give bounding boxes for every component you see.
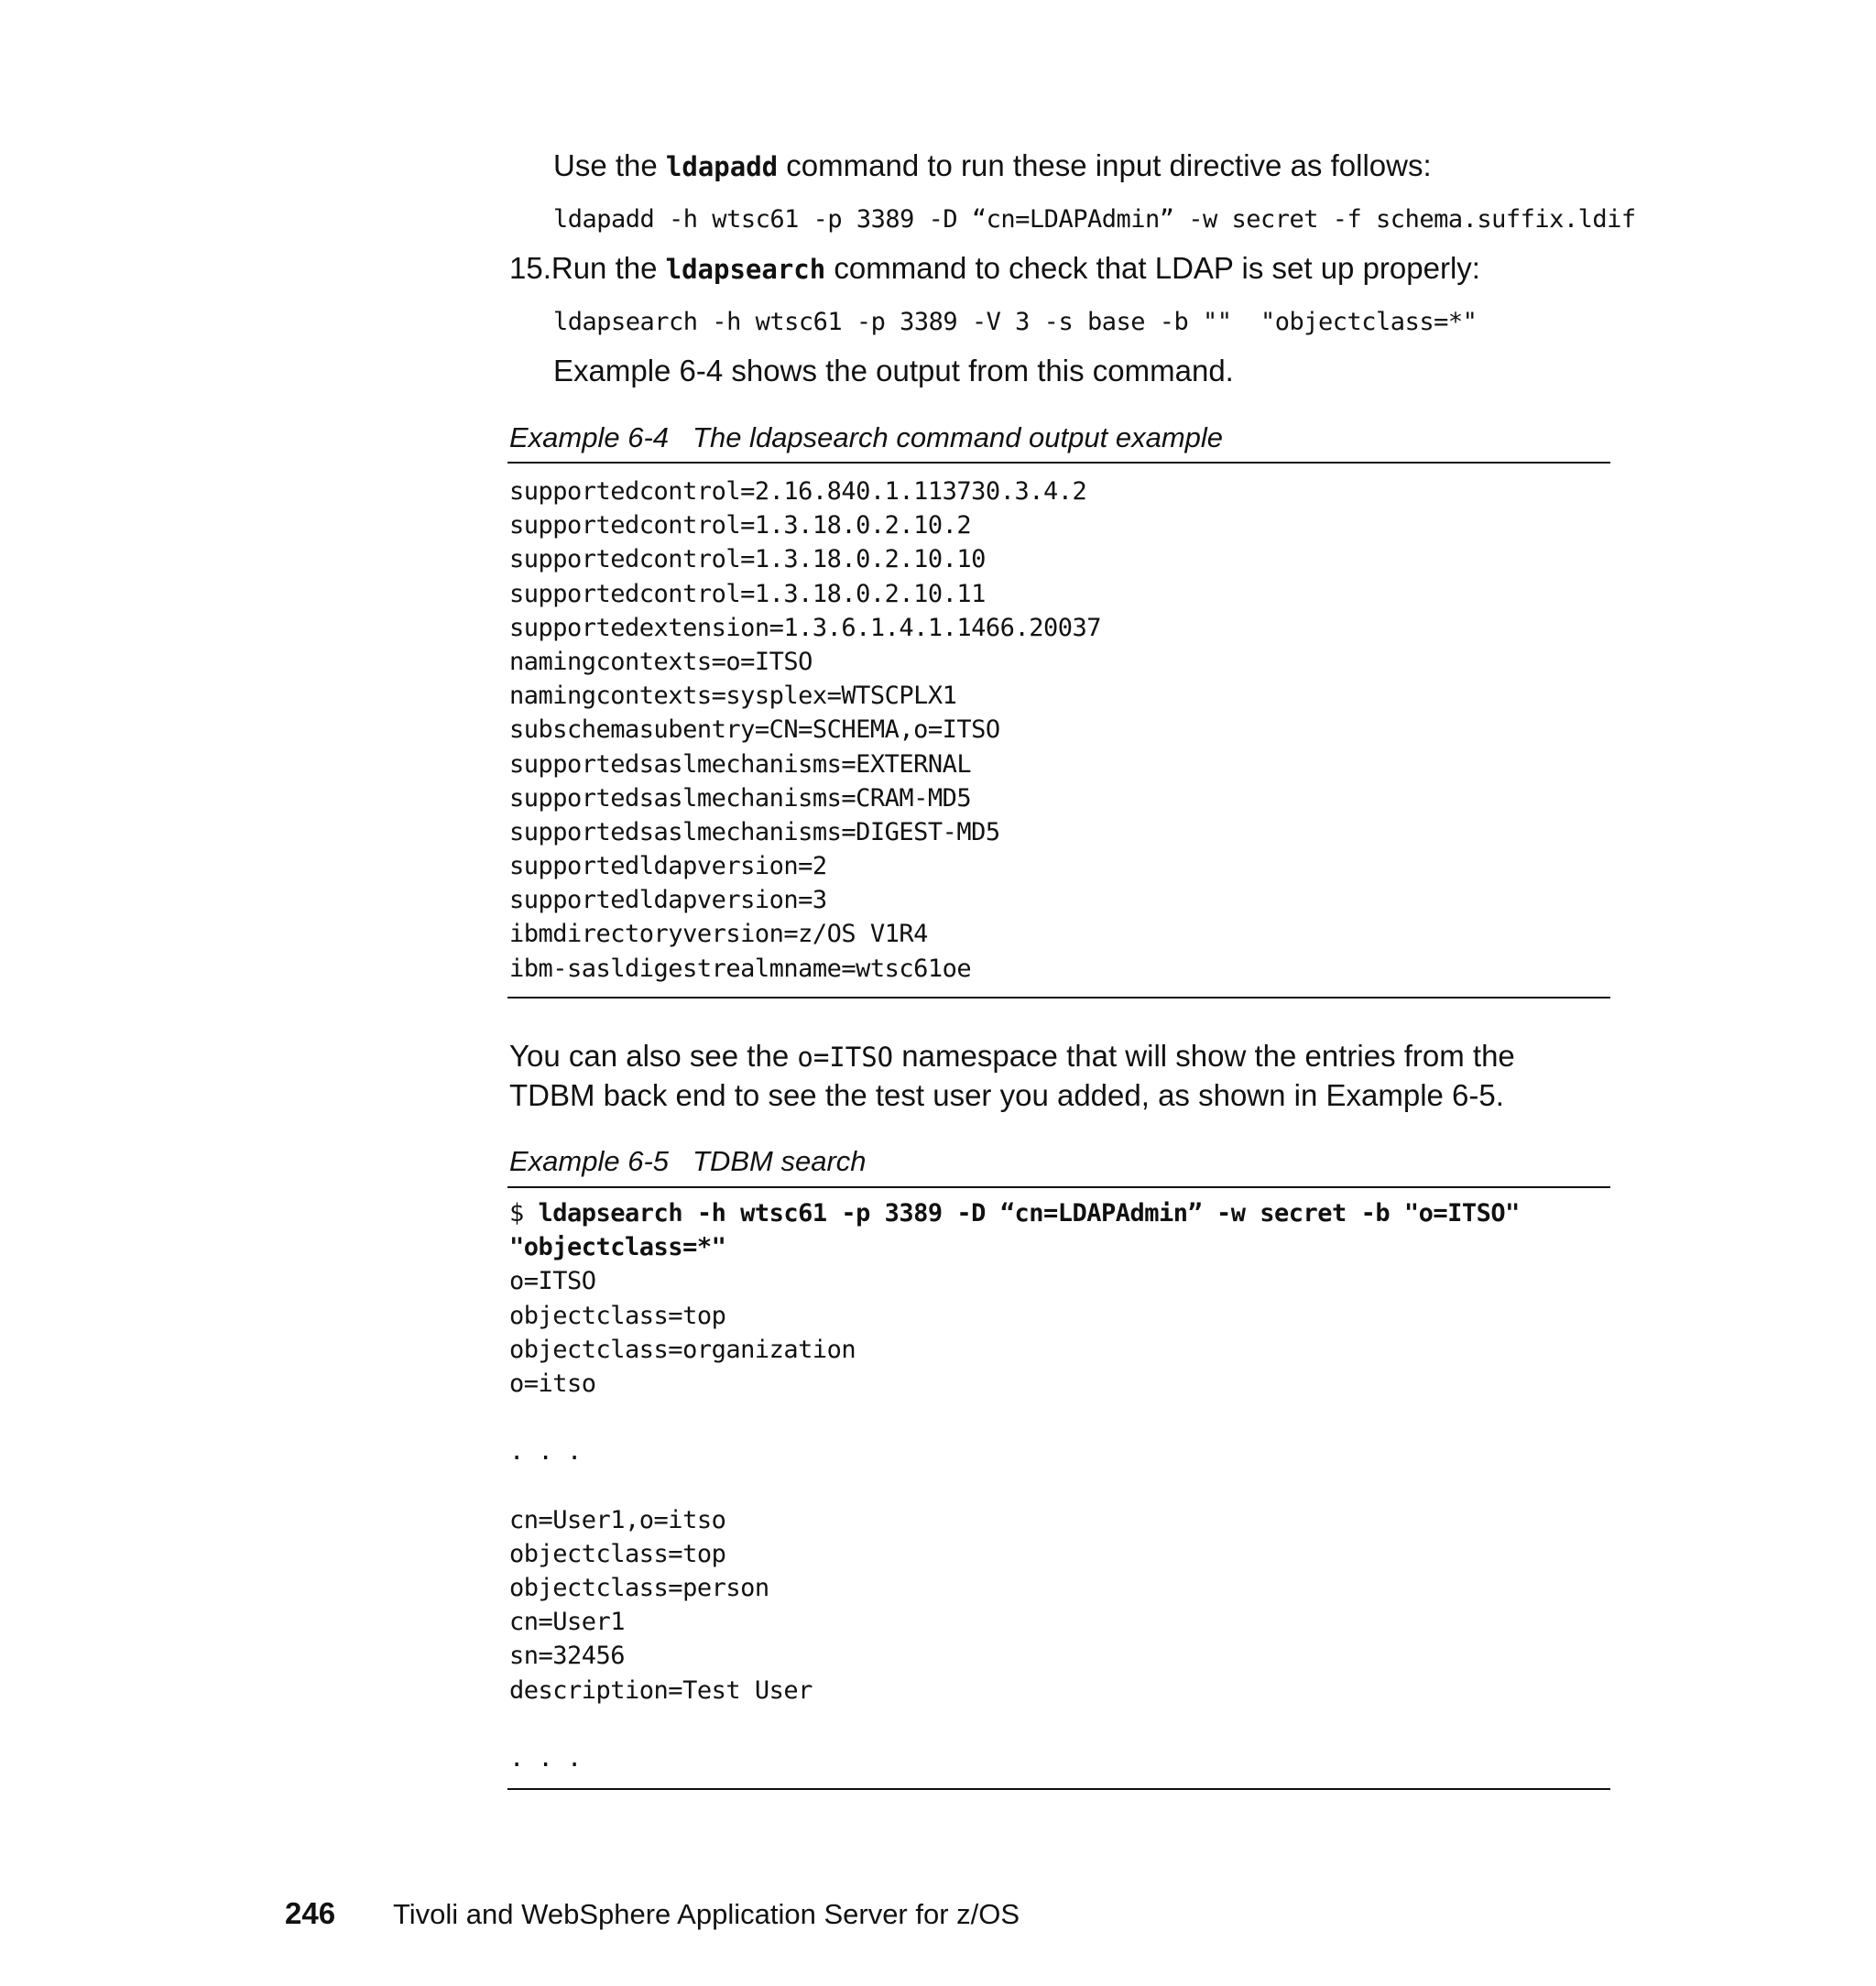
namespace-paragraph-line-2: TDBM back end to see the test user you added, as shown in Example 6-5. <box>509 1078 1504 1112</box>
code-line: supportedcontrol=1.3.18.0.2.10.11 <box>509 579 986 608</box>
code-line: o=itso <box>509 1369 596 1398</box>
ellipsis-line: . . . <box>509 1744 582 1773</box>
example-6-5-top-rule <box>507 1186 1610 1188</box>
example-6-5-code <box>509 1196 1609 1775</box>
code-line: namingcontexts=o=ITSO <box>509 647 813 676</box>
intro-text-before: Use the <box>553 148 666 182</box>
code-line: supportedldapversion=3 <box>509 886 827 915</box>
example-6-5-bottom-rule <box>507 1788 1610 1790</box>
namespace-text-after: namespace that will show the entries from the <box>893 1039 1515 1073</box>
book-title: Tivoli and WebSphere Application Server for z/OS <box>393 1898 1020 1930</box>
code-line: description=Test User <box>509 1675 813 1705</box>
example-6-4-title: The ldapsearch command output example <box>693 421 1224 453</box>
ldapsearch-inline-code: ldapsearch <box>665 254 826 285</box>
example-6-4-caption <box>509 420 1223 456</box>
code-line: supportedsaslmechanisms=DIGEST-MD5 <box>509 817 1000 846</box>
code-line: objectclass=top <box>509 1301 726 1330</box>
code-line: cn=User1,o=itso <box>509 1505 726 1534</box>
namespace-text-before: You can also see the <box>509 1039 798 1073</box>
example-6-4-code <box>509 475 1609 986</box>
ldapadd-command: ldapadd -h wtsc61 -p 3389 -D “cn=LDAPAdmin” -w secret -f schema.suffix.ldif <box>553 205 1636 234</box>
search-command-part-1: ldapsearch -h wtsc61 -p 3389 -D “cn=LDAPAdmin” -w secret -b "o=ITSO" <box>538 1199 1520 1228</box>
code-line: supportedcontrol=1.3.18.0.2.10.10 <box>509 545 986 574</box>
step-15 <box>509 249 1480 289</box>
code-line: supportedextension=1.3.6.1.4.1.1466.20037 <box>509 613 1101 642</box>
example-6-5-number: Example 6-5 <box>509 1145 670 1177</box>
code-line <box>509 1469 1609 1503</box>
example-reference-text: Example 6-4 shows the output from this command. <box>553 354 1234 387</box>
code-line: supportedldapversion=2 <box>509 852 827 881</box>
code-line: supportedsaslmechanisms=EXTERNAL <box>509 749 972 779</box>
code-line: objectclass=top <box>509 1539 726 1568</box>
example-6-5-title: TDBM search <box>693 1145 867 1177</box>
example-6-4-bottom-rule <box>507 997 1610 998</box>
ldapsearch-command: ldapsearch -h wtsc61 -p 3389 -V 3 -s base -b "" "objectclass=*" <box>553 308 1478 336</box>
code-line <box>509 1708 1609 1741</box>
example-6-4-top-rule <box>507 462 1610 464</box>
code-line: subschemasubentry=CN=SCHEMA,o=ITSO <box>509 715 1000 745</box>
code-line: o=ITSO <box>509 1267 596 1296</box>
intro-text-after: command to run these input directive as follows: <box>778 148 1432 182</box>
code-line: sn=32456 <box>509 1642 626 1671</box>
code-line: ibmdirectoryversion=z/OS V1R4 <box>509 920 928 949</box>
code-line: objectclass=organization <box>509 1335 856 1364</box>
code-line: ibm-sasldigestrealmname=wtsc61oe <box>509 954 972 983</box>
step-text-before: Run the <box>551 251 666 285</box>
namespace-paragraph-line-1 <box>509 1037 1515 1076</box>
code-line: supportedsaslmechanisms=CRAM-MD5 <box>509 783 972 813</box>
page-number: 246 <box>285 1896 336 1930</box>
ldapadd-inline-code: ldapadd <box>665 151 779 182</box>
step-text-after: command to check that LDAP is set up properly: <box>825 251 1480 285</box>
intro-paragraph <box>553 147 1432 186</box>
example-6-5-caption <box>509 1143 867 1180</box>
code-line: supportedcontrol=1.3.18.0.2.10.2 <box>509 511 972 540</box>
command-line-1 <box>509 1196 1609 1230</box>
code-line: namingcontexts=sysplex=WTSCPLX1 <box>509 682 957 711</box>
code-line: objectclass=person <box>509 1574 769 1603</box>
code-line <box>509 1401 1609 1435</box>
example-6-4-number: Example 6-4 <box>509 421 670 453</box>
namespace-paragraph <box>509 1037 1515 1115</box>
code-line: supportedcontrol=2.16.840.1.113730.3.4.2 <box>509 477 1087 506</box>
search-command-part-2: "objectclass=*" <box>509 1233 726 1262</box>
shell-prompt: $ <box>509 1199 539 1228</box>
code-line: cn=User1 <box>509 1608 626 1637</box>
step-number: 15. <box>509 251 551 285</box>
ellipsis-line: . . . <box>509 1437 582 1467</box>
namespace-inline-code: o=ITSO <box>797 1042 894 1073</box>
